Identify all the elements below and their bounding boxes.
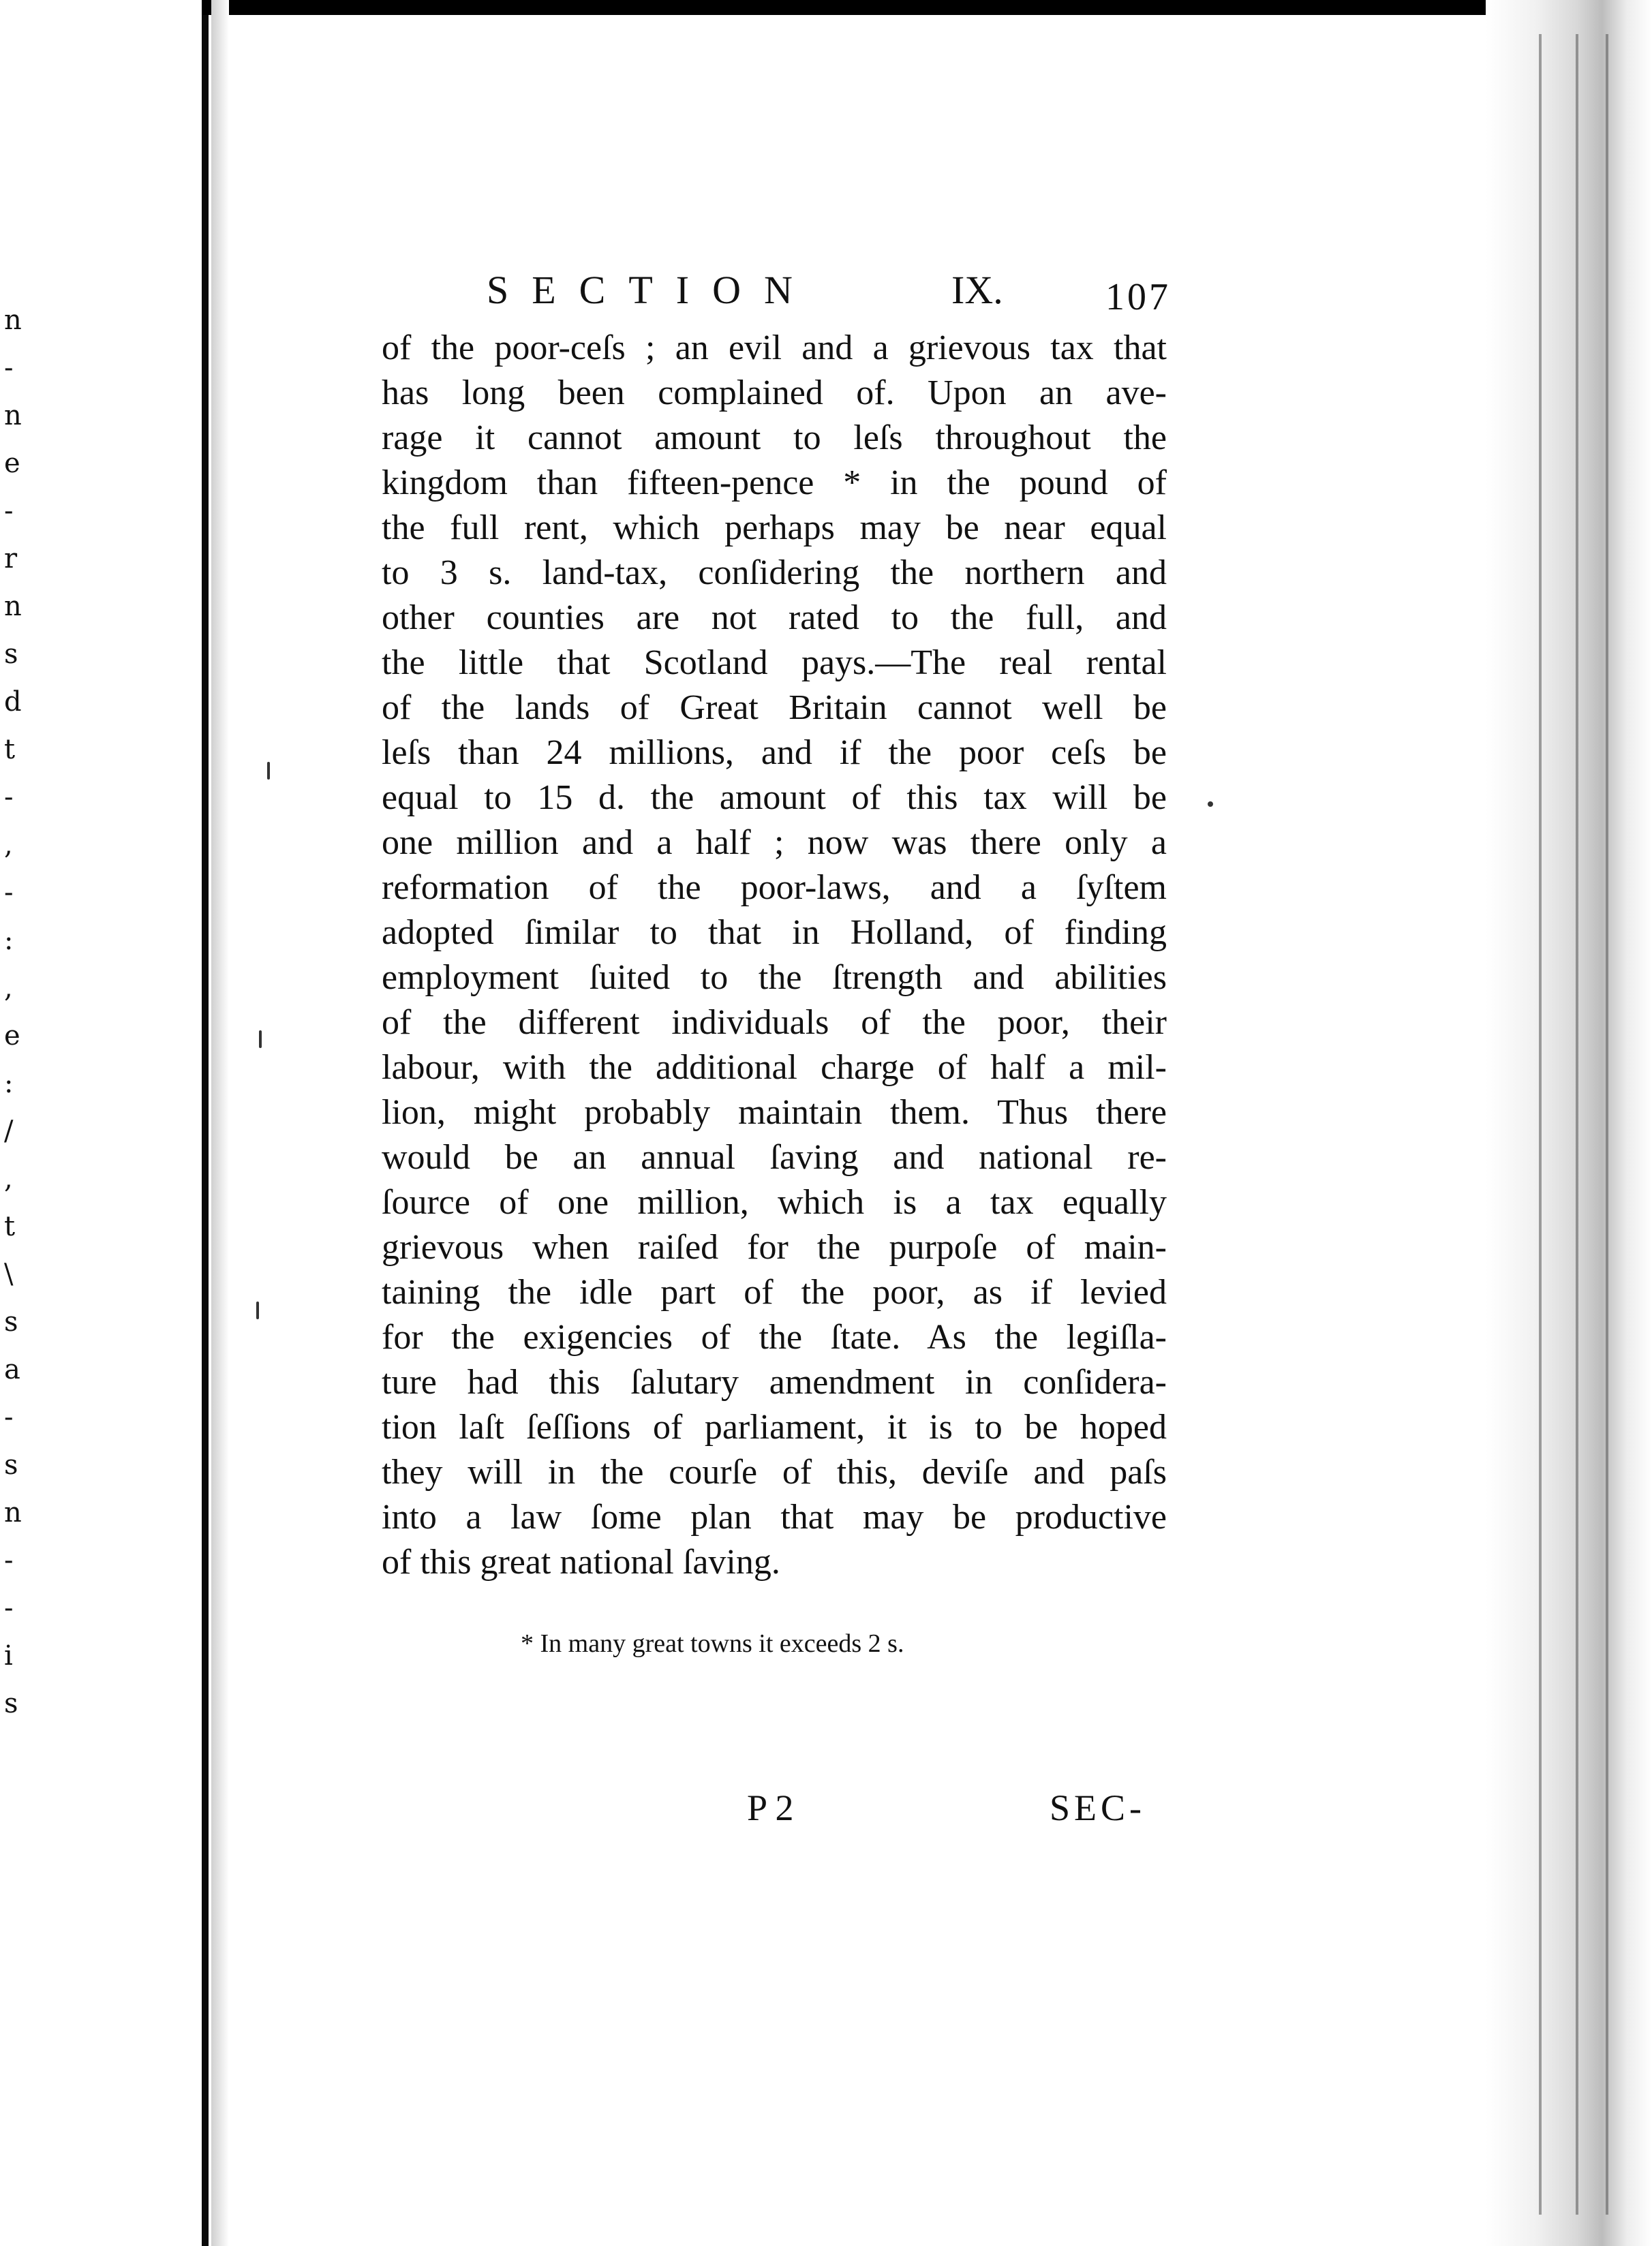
stray-ink-mark	[259, 1030, 262, 1048]
text-line: rage it cannot amount to leſs throughout the	[382, 418, 1167, 457]
left-page-fragment: -	[4, 1545, 14, 1576]
stray-ink-mark	[267, 762, 270, 780]
catchword: SEC-	[1050, 1787, 1146, 1828]
page-fore-edge	[1486, 0, 1652, 2246]
left-page-fragment: i	[4, 1640, 13, 1672]
left-page-fragment: s	[4, 1688, 18, 1719]
page-number: 107	[1105, 276, 1171, 318]
scan-top-border	[202, 0, 1652, 15]
left-page-fragment: ,	[4, 829, 13, 861]
left-page-fragment: d	[4, 686, 22, 718]
left-page-fragment: e	[4, 448, 20, 479]
text-line: other counties are not rated to the full, and	[382, 598, 1167, 637]
text-line: ſource of one million, which is a tax equally	[382, 1183, 1167, 1222]
text-line: labour, with the additional charge of half a mil-	[382, 1048, 1167, 1087]
left-page-fragment: \	[4, 1259, 14, 1290]
left-page-fragment: ,	[4, 972, 13, 1004]
left-page-fragment: :	[4, 1068, 14, 1099]
text-line: of the poor-ceſs ; an evil and a grievous tax that	[382, 328, 1167, 367]
text-line: they will in the courſe of this, deviſe and paſs	[382, 1453, 1167, 1492]
text-line: adopted ſimilar to that in Holland, of finding	[382, 913, 1167, 952]
footnote: * In many great towns it exceeds 2 s.	[521, 1629, 904, 1658]
text-line: tion laſt ſeſſions of parliament, it is to be hoped	[382, 1408, 1167, 1447]
left-page-fragment: t	[4, 734, 16, 765]
left-page-fragment: -	[4, 1402, 14, 1433]
text-line: employment ſuited to the ſtrength and abilities	[382, 958, 1167, 997]
text-line: grievous when raiſed for the purpoſe of main-	[382, 1228, 1167, 1267]
text-line: kingdom than fifteen-pence * in the pound of	[382, 463, 1167, 502]
text-line: reformation of the poor-laws, and a ſyſtem	[382, 868, 1167, 907]
page-edge-line	[1539, 34, 1542, 2215]
running-head: SECTION	[487, 268, 816, 312]
text-line: taining the idle part of the poor, as if levied	[382, 1273, 1167, 1312]
text-line: would be an annual ſaving and national re-	[382, 1138, 1167, 1177]
left-page-fragment: -	[4, 877, 14, 908]
text-line: the full rent, which perhaps may be near equal	[382, 508, 1167, 547]
text-line: equal to 15 d. the amount of this tax will be	[382, 778, 1167, 817]
text-line: of the lands of Great Britain cannot well be	[382, 688, 1167, 727]
gutter-shadow	[211, 0, 229, 2246]
text-line: leſs than 24 millions, and if the poor ceſs be	[382, 733, 1167, 772]
section-number: IX.	[951, 268, 1003, 312]
text-line: ture had this ſalutary amendment in conſidera-	[382, 1363, 1167, 1402]
left-page-fragment: -	[4, 1593, 14, 1624]
left-page-fragment: r	[4, 543, 18, 574]
left-page-fragment: s	[4, 1306, 18, 1338]
text-line: into a law ſome plan that may be productive	[382, 1498, 1167, 1537]
left-page-fragment: ,	[4, 1163, 13, 1195]
left-page-fragment: a	[4, 1354, 20, 1385]
left-facing-page	[0, 0, 202, 2246]
page-edge-line	[1606, 34, 1608, 2215]
left-page-fragment: n	[4, 305, 22, 336]
left-page-fragment: s	[4, 1449, 18, 1481]
text-line: to 3 s. land-tax, conſidering the northern and	[382, 553, 1167, 592]
left-page-fragment: s	[4, 639, 18, 670]
text-line: lion, might probably maintain them. Thus there	[382, 1093, 1167, 1132]
left-page-fragment: /	[4, 1116, 14, 1147]
text-line: has long been complained of. Upon an ave-	[382, 373, 1167, 412]
left-page-fragment: -	[4, 352, 14, 384]
left-page-fragment: :	[4, 925, 14, 956]
text-line: for the exigencies of the ſtate. As the legiſla-	[382, 1318, 1167, 1357]
stray-ink-mark	[256, 1302, 259, 1319]
left-page-fragment: n	[4, 591, 22, 622]
text-line: of the different individuals of the poor, their	[382, 1003, 1167, 1042]
left-page-fragment: e	[4, 1020, 20, 1051]
signature-mark: P 2	[747, 1787, 794, 1828]
left-page-fragment: n	[4, 1497, 22, 1528]
left-page-fragment: n	[4, 400, 22, 431]
text-line: of this great national ſaving.	[382, 1543, 780, 1582]
stray-ink-mark	[1208, 801, 1213, 807]
text-line: one million and a half ; now was there only a	[382, 823, 1167, 862]
text-line: the little that Scotland pays.—The real rental	[382, 643, 1167, 682]
left-page-fragment: -	[4, 782, 14, 813]
left-page-fragment: -	[4, 495, 14, 527]
left-page-fragment: t	[4, 1211, 16, 1242]
body-text	[382, 326, 1167, 1585]
page-edge-line	[1576, 34, 1578, 2215]
